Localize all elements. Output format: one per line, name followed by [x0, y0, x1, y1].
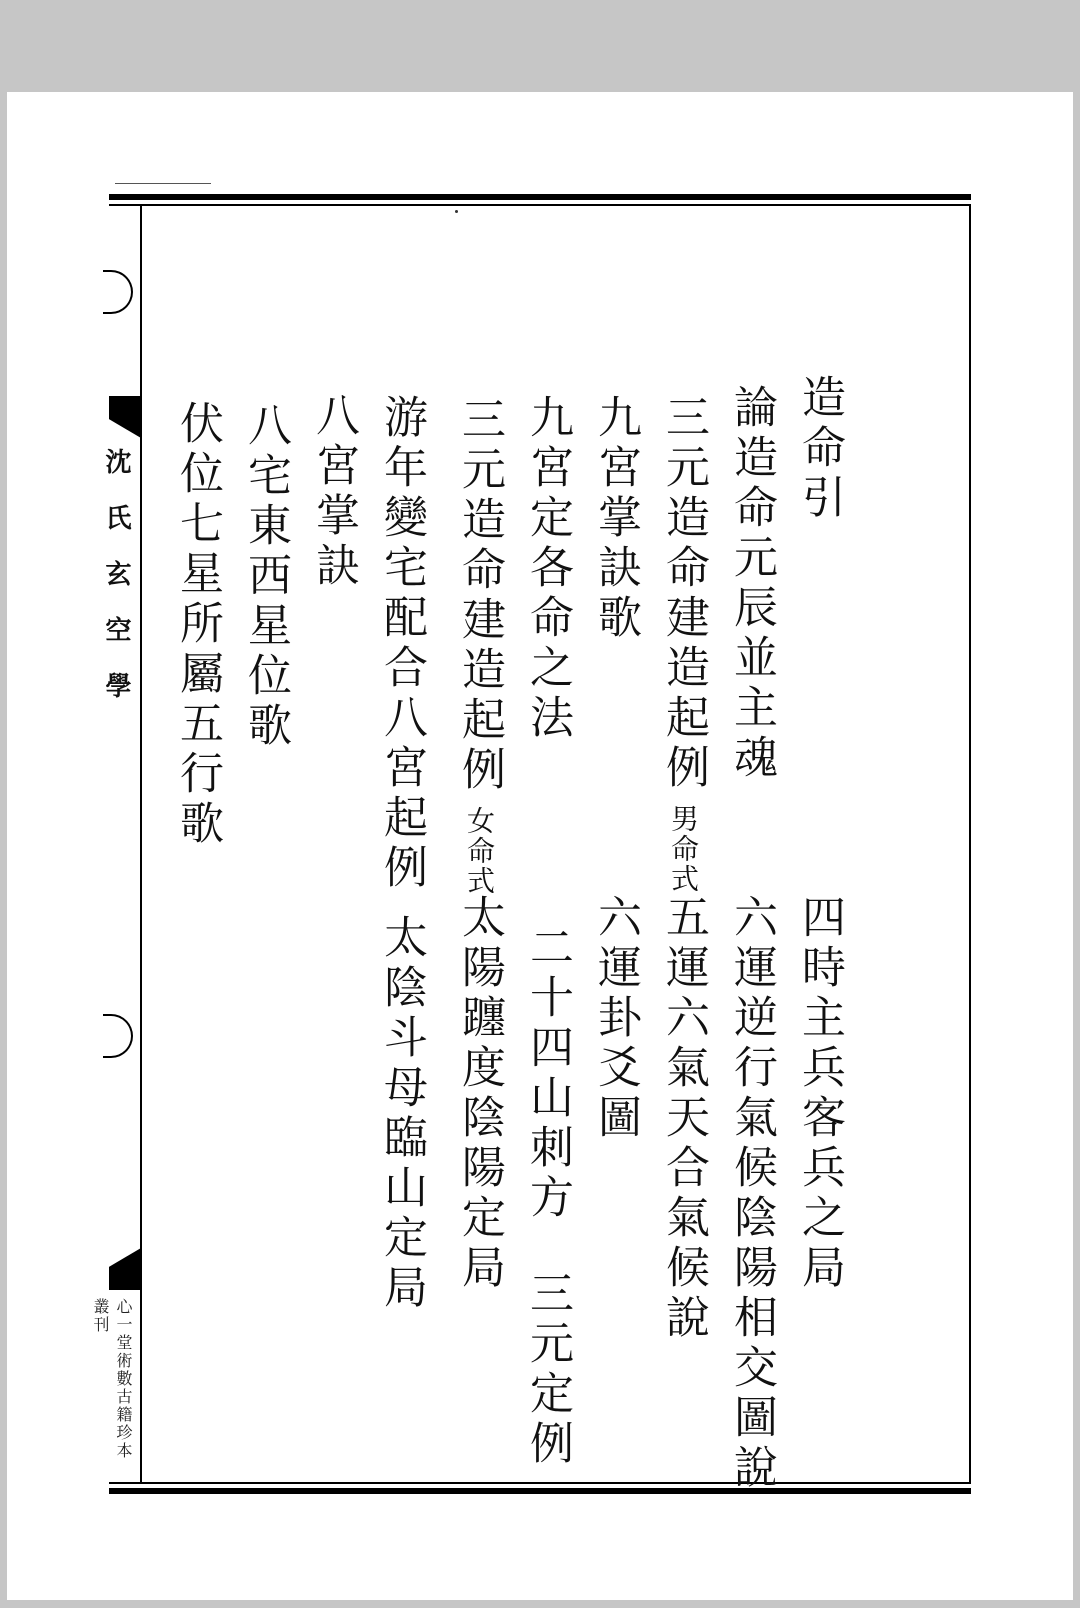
toc-entry: 五運六氣天合氣候說	[658, 894, 709, 1344]
toc-entry: 八宮掌訣	[308, 392, 359, 592]
spine-rule	[109, 1288, 139, 1290]
toc-entry: 造命引	[794, 374, 845, 524]
toc-entry: 六運卦爻圖	[590, 894, 641, 1144]
toc-entry: 九宮定各命之法	[522, 394, 573, 744]
toc-entry: 三元造命建造起例男命式	[658, 394, 709, 894]
toc-note: 女命式	[463, 806, 496, 896]
toc-entry: 四時主兵客兵之局	[794, 894, 845, 1294]
spine-series-title: 心一堂術數古籍珍本叢刊	[91, 1298, 133, 1460]
fish-tail-mark-bottom	[109, 1248, 141, 1290]
toc-note: 男命式	[667, 804, 700, 894]
book-spine-strip	[91, 208, 139, 1478]
toc-entry: 太陰斗母臨山定局	[376, 914, 427, 1314]
toc-entry: 伏位七星所屬五行歌	[172, 400, 223, 850]
toc-entry: 論造命元辰並主魂	[726, 384, 777, 784]
bottom-border-thick	[109, 1488, 971, 1494]
spine-circle-bottom	[103, 1014, 133, 1058]
top-border-thin	[109, 204, 971, 206]
toc-entry: 九宮掌訣歌	[590, 394, 641, 644]
toc-entry: 太陽躔度陰陽定局	[454, 894, 505, 1294]
toc-note: 三元定例	[522, 1270, 573, 1470]
toc-entry: 游年變宅配合八宮起例	[376, 394, 427, 894]
fish-tail-mark-top	[109, 396, 141, 438]
toc-entry: 二十四山刺方三元定例	[522, 924, 573, 1470]
spine-circle-top	[103, 270, 133, 314]
scanned-page	[7, 92, 1073, 1600]
spine-title: 沈氏玄空學	[101, 448, 131, 728]
toc-entry: 三元造命建造起例女命式	[454, 396, 505, 896]
page-frame	[91, 194, 971, 1494]
bottom-border-thin	[109, 1482, 971, 1484]
top-border-thick	[109, 194, 971, 200]
right-border-line	[969, 206, 971, 1482]
toc-entry: 八宅東西星位歌	[240, 402, 291, 752]
toc-entry: 六運逆行氣候陰陽相交圖說	[726, 894, 777, 1494]
margin-mark	[115, 183, 211, 184]
